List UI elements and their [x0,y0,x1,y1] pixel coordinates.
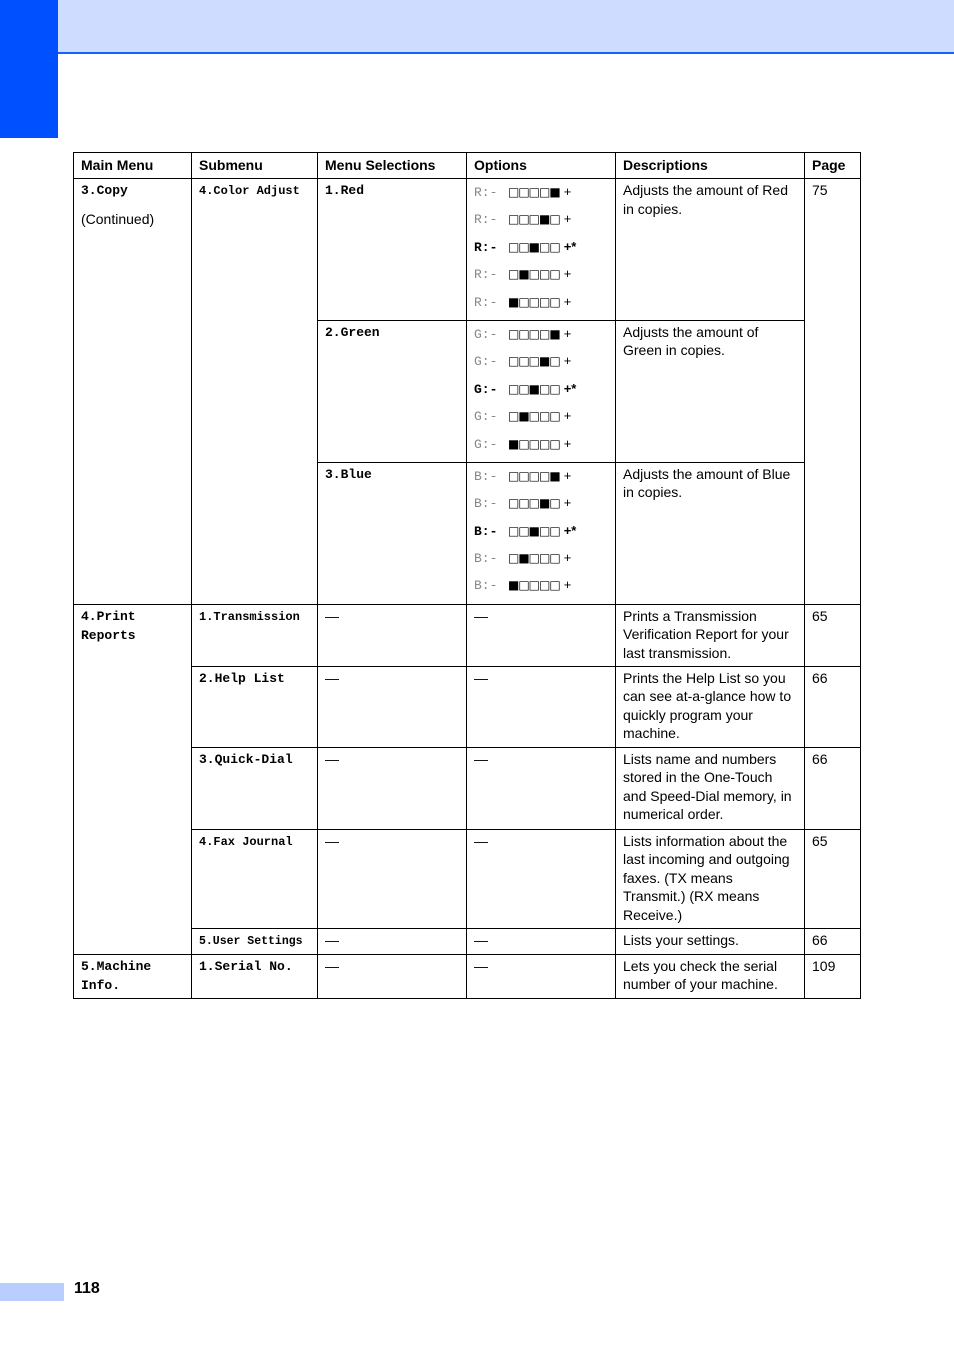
submenu-label: 4.Color Adjust [199,184,300,198]
option-label: R:- [474,239,498,255]
header-band [58,0,954,54]
selection-blue [318,462,467,604]
plus-sign: + [563,495,572,511]
option-line [474,492,608,519]
level-bar: □■□□□ [508,551,560,566]
main-menu-copy [74,179,192,605]
submenu-label: 5.User Settings [199,934,303,948]
option-label: B:- [474,496,498,512]
submenu-help-list [192,666,318,747]
selection-red [318,179,467,321]
header-row [74,153,861,179]
submenu-serial-no [192,954,318,998]
plus-sign: + [563,184,572,199]
submenu-label: 3.Quick-Dial [199,751,293,767]
option-line [474,465,608,492]
description-quick-dial: Lists name and numbers stored in the One-Touch and Speed-Dial memory, in numerical order. [616,747,805,829]
description-fax-journal: Lists information about the last incoming and outgoing faxes. (TX means Transmit.) (RX means Receive.) [616,829,805,928]
col-page: Page [805,153,861,179]
submenu-label: 4.Fax Journal [199,834,293,849]
plus-sign: + [563,353,572,369]
level-bar: ■□□□□ [508,578,560,593]
plus-sign: + [563,467,572,483]
options-cell: — [467,666,616,747]
submenu-quick-dial [192,747,318,829]
option-label: B:- [474,578,498,594]
options-cell: — [467,604,616,666]
submenu-transmission [192,604,318,666]
plus-sign: + [563,293,572,309]
description-serial-no: Lets you check the serial number of your machine. [616,954,805,998]
page-copy: 75 [805,179,861,605]
option-line [474,547,608,574]
chapter-tab [0,0,58,138]
level-bar: □□□□■ [508,326,560,341]
option-line [474,263,608,290]
col-menu-selections: Menu Selections [318,153,467,179]
option-label: B:- [474,551,498,567]
level-bar: □□□□■ [508,185,560,199]
selection-cell: — [318,747,467,829]
description-red: Adjusts the amount of Red in copies. [616,179,805,321]
col-descriptions: Descriptions [616,153,805,179]
selection-cell: — [318,666,467,747]
plus-sign: +* [563,522,577,538]
submenu-label: 1.Transmission [199,609,300,624]
option-label: B:- [474,468,498,484]
main-menu-label: 5.Machine Info. [81,958,152,994]
plus-sign: + [563,325,572,341]
option-label: G:- [474,354,498,370]
menu-table [73,152,861,999]
level-bar: □□■□□ [508,381,560,396]
col-options: Options [467,153,616,179]
description-green: Adjusts the amount of Green in copies. [616,320,805,462]
page-number: 118 [74,1280,100,1297]
option-line [474,181,608,208]
level-bar: □□□□■ [508,468,560,483]
submenu-label: 1.Serial No. [199,958,293,974]
selection-label: 3.Blue [325,466,372,482]
level-bar: □□■□□ [508,523,560,538]
table-row [74,747,861,829]
plus-sign: + [563,266,572,282]
options-green [467,320,616,462]
level-bar: □■□□□ [508,267,560,282]
plus-sign: +* [563,238,577,254]
page-transmission: 65 [805,604,861,666]
plus-sign: + [563,550,572,566]
table-row [74,928,861,954]
plus-sign: + [563,577,572,593]
option-label: R:- [474,185,498,200]
page-fax-journal: 65 [805,829,861,928]
plus-sign: + [563,408,572,424]
selection-green [318,320,467,462]
table-row [74,604,861,666]
page-help-list: 66 [805,666,861,747]
selection-cell: — [318,604,467,666]
selection-cell: — [318,928,467,954]
option-label: R:- [474,267,498,283]
option-label: G:- [474,436,498,452]
description-user-settings: Lists your settings. [616,928,805,954]
submenu-fax-journal [192,829,318,928]
option-label: G:- [474,409,498,425]
option-label: G:- [474,381,498,397]
table-row [74,829,861,928]
option-line [474,291,608,318]
continued-note: (Continued) [81,210,155,227]
option-line-default [474,378,608,405]
description-transmission: Prints a Transmission Verification Report for your last transmission. [616,604,805,666]
plus-sign: +* [563,380,577,396]
submenu-color-adjust [192,179,318,605]
selection-cell: — [318,829,467,928]
option-line [474,405,608,432]
selection-label: 1.Red [325,183,365,198]
footer-band [0,1283,64,1301]
page-serial-no: 109 [805,954,861,998]
option-line [474,208,608,235]
table-row [74,179,861,321]
level-bar: □□■□□ [508,239,560,254]
level-bar: □□□■□ [508,496,560,511]
level-bar: ■□□□□ [508,436,560,451]
options-red [467,179,616,321]
option-label: G:- [474,326,498,342]
main-menu-label: 4.Print Reports [81,608,136,644]
option-line [474,574,608,601]
page-quick-dial: 66 [805,747,861,829]
options-cell: — [467,928,616,954]
option-line-default [474,236,608,263]
submenu-user-settings [192,928,318,954]
option-line [474,323,608,350]
submenu-label: 2.Help List [199,670,285,686]
plus-sign: + [563,211,572,227]
main-menu-machine-info [74,954,192,998]
options-cell: — [467,747,616,829]
description-help-list: Prints the Help List so you can see at-a-glance how to quickly program your machine. [616,666,805,747]
plus-sign: + [563,435,572,451]
option-label: R:- [474,294,498,310]
level-bar: □□□■□ [508,212,560,227]
options-cell: — [467,954,616,998]
table-row [74,666,861,747]
main-menu-label: 3.Copy [81,183,128,198]
page-user-settings: 66 [805,928,861,954]
description-blue: Adjusts the amount of Blue in copies. [616,462,805,604]
options-cell: — [467,829,616,928]
option-line [474,350,608,377]
option-line-default [474,520,608,547]
option-label: B:- [474,523,498,539]
option-label: R:- [474,212,498,228]
options-blue [467,462,616,604]
option-line [474,433,608,460]
table-row [74,954,861,998]
main-menu-print-reports [74,604,192,954]
level-bar: □■□□□ [508,409,560,424]
col-submenu: Submenu [192,153,318,179]
col-main-menu: Main Menu [74,153,192,179]
selection-cell: — [318,954,467,998]
level-bar: □□□■□ [508,354,560,369]
level-bar: ■□□□□ [508,294,560,309]
selection-label: 2.Green [325,324,380,340]
